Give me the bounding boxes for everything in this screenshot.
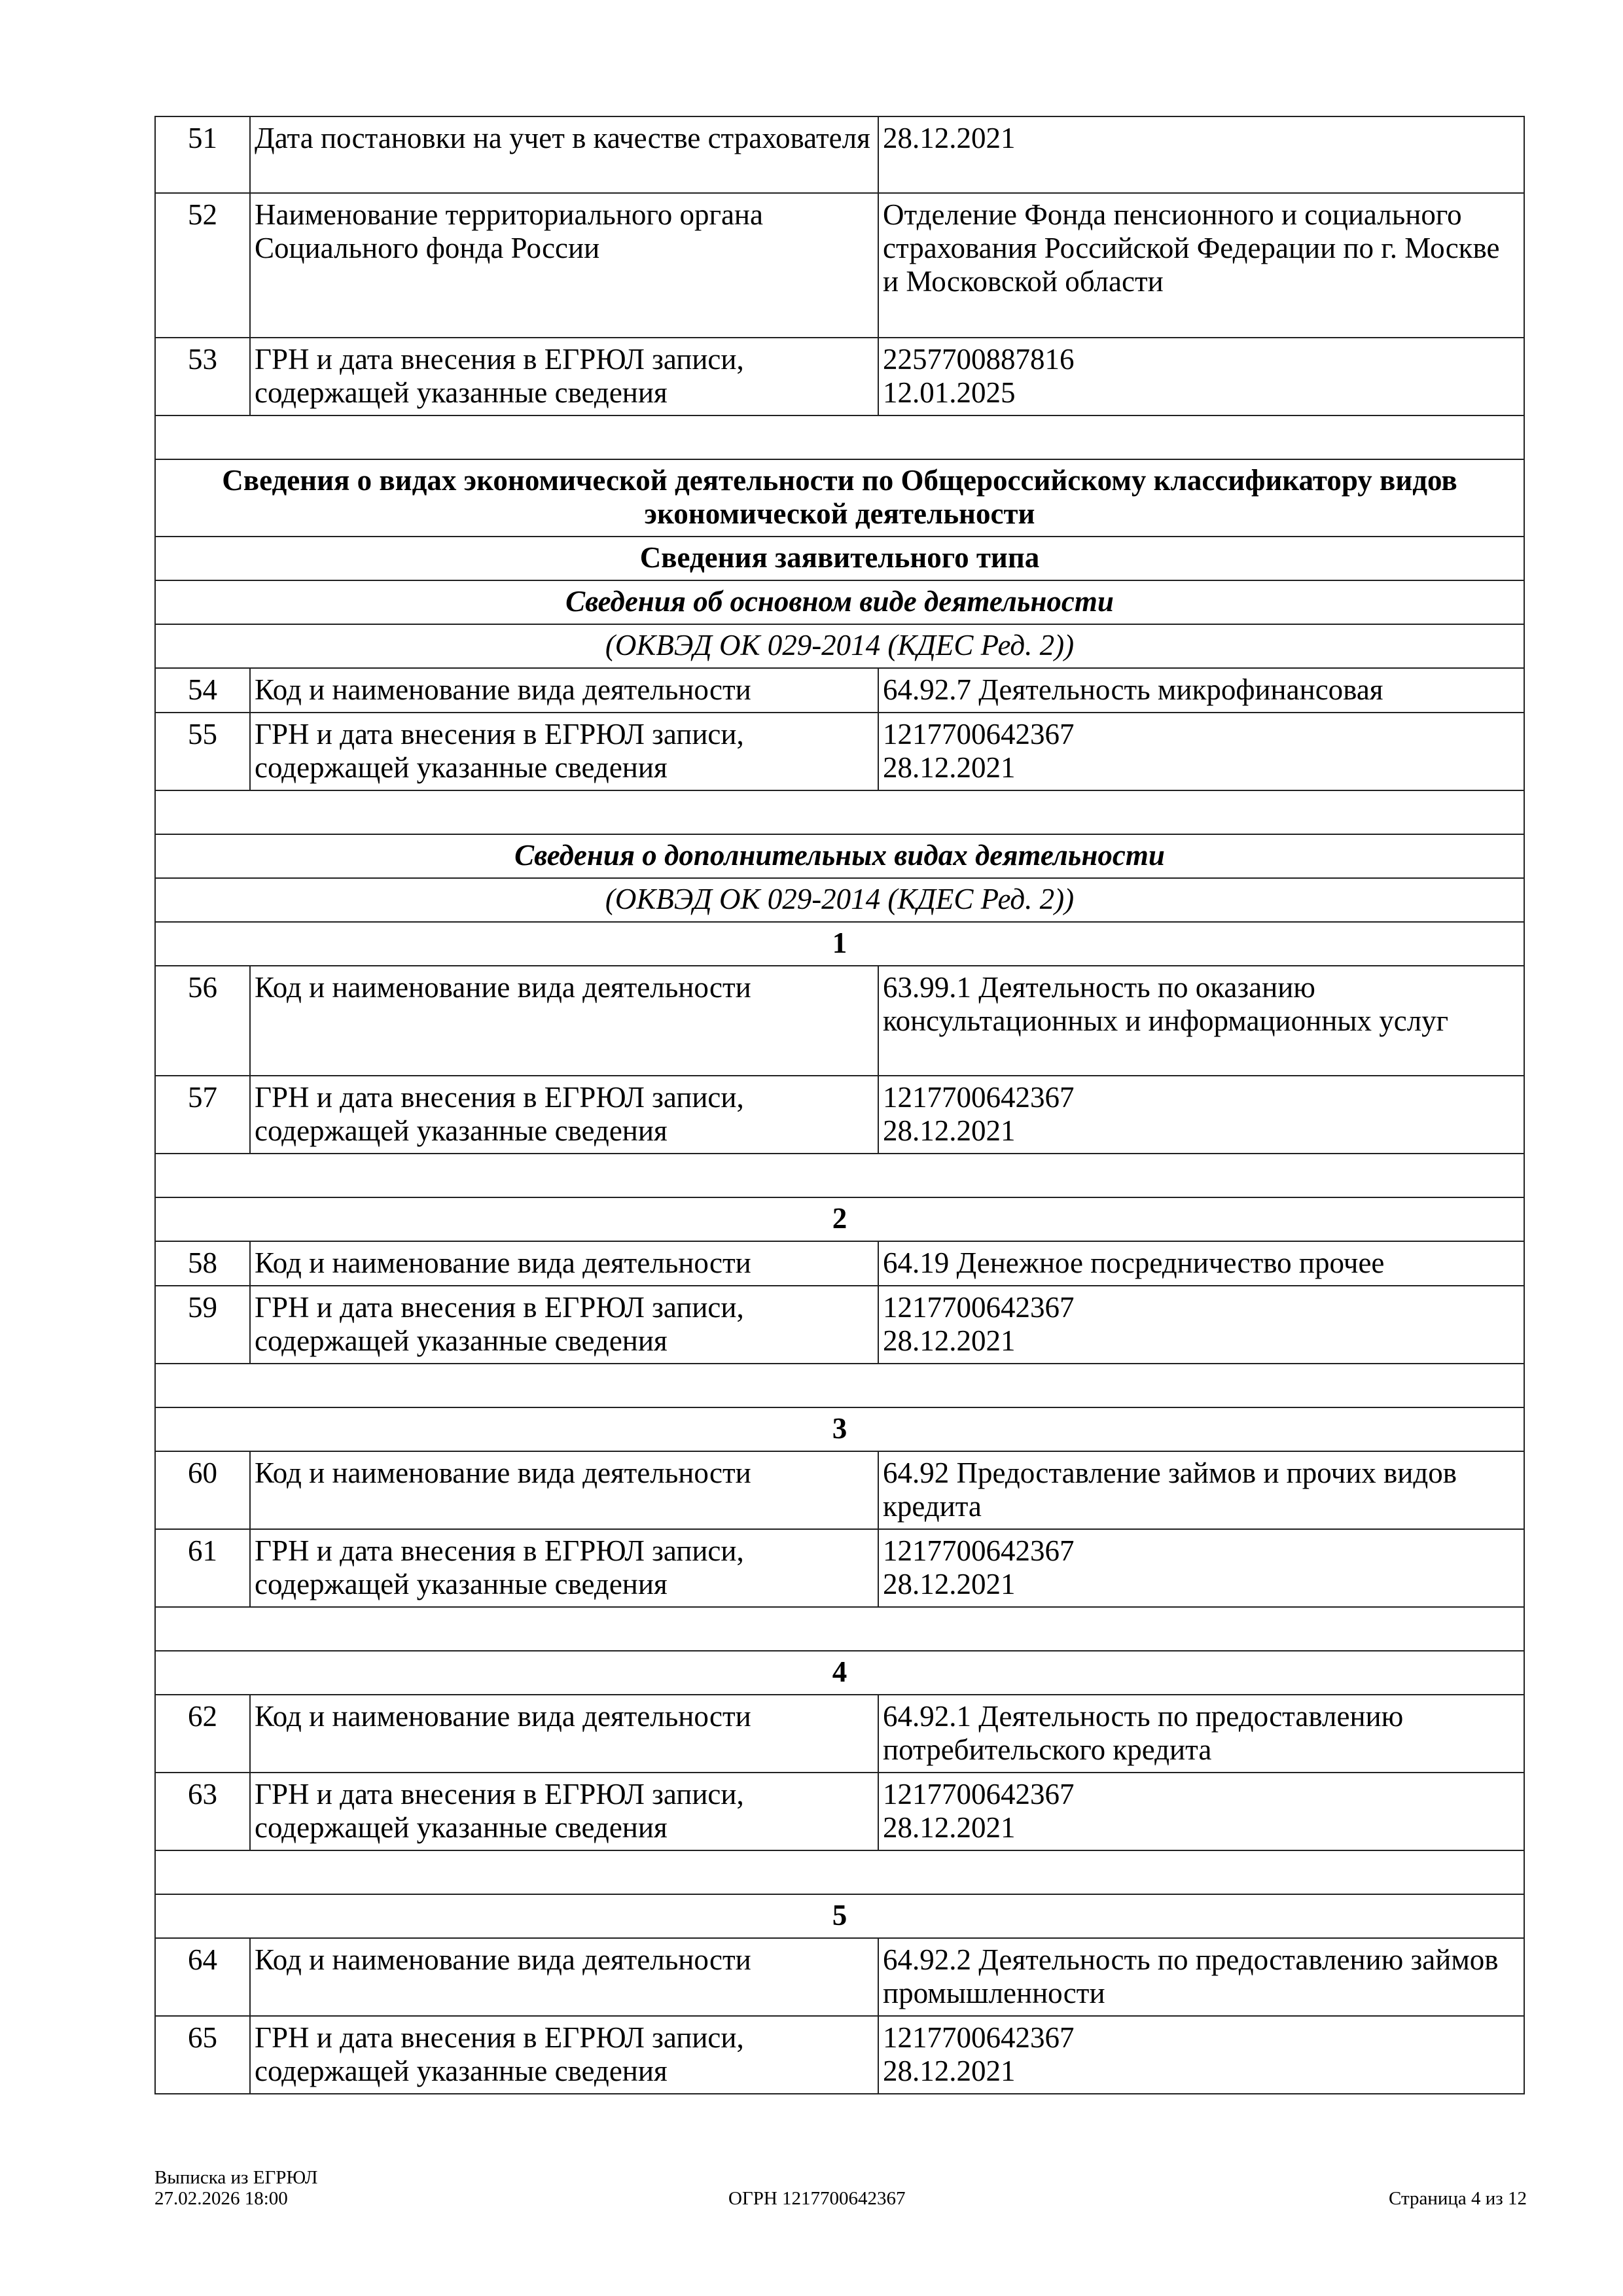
row-value: 64.19 Денежное посредничество прочее — [878, 1241, 1524, 1286]
spacer-row — [155, 1850, 1524, 1894]
table-row — [155, 1076, 1524, 1154]
row-value: 1217700642367 28.12.2021 — [878, 713, 1524, 790]
row-value: 1217700642367 28.12.2021 — [878, 2016, 1524, 2094]
row-number: 54 — [155, 668, 250, 713]
row-number: 63 — [155, 1773, 250, 1850]
row-number: 61 — [155, 1529, 250, 1607]
row-number: 60 — [155, 1451, 250, 1529]
row-value: 64.92.2 Деятельность по предоставлению займов промышленности — [878, 1938, 1524, 2016]
group-index: 4 — [155, 1651, 1524, 1695]
classifier-label: (ОКВЭД ОК 029-2014 (КДЕС Ред. 2)) — [155, 878, 1524, 922]
row-value: 63.99.1 Деятельность по оказанию консультационных и информационных услуг — [878, 966, 1524, 1076]
row-label: Код и наименование вида деятельности — [250, 1241, 878, 1286]
group-index: 1 — [155, 922, 1524, 966]
document-name: Выписка из ЕГРЮЛ — [154, 2167, 318, 2188]
spacer-row — [155, 1154, 1524, 1197]
table-row — [155, 116, 1524, 193]
row-number: 53 — [155, 338, 250, 415]
generated-datetime: 27.02.2026 18:00 — [154, 2188, 288, 2209]
row-number: 59 — [155, 1286, 250, 1364]
row-number: 52 — [155, 193, 250, 338]
row-label: Наименование территориального органа Социального фонда России — [250, 193, 878, 338]
row-label: ГРН и дата внесения в ЕГРЮЛ записи, содержащей указанные сведения — [250, 713, 878, 790]
row-value: 1217700642367 28.12.2021 — [878, 1076, 1524, 1154]
row-label: ГРН и дата внесения в ЕГРЮЛ записи, содержащей указанные сведения — [250, 338, 878, 415]
footer-left — [154, 2167, 317, 2209]
ogrn-label: ОГРН 1217700642367 — [728, 2188, 906, 2209]
row-label: ГРН и дата внесения в ЕГРЮЛ записи, содержащей указанные сведения — [250, 1286, 878, 1364]
row-label: ГРН и дата внесения в ЕГРЮЛ записи, содержащей указанные сведения — [250, 1076, 878, 1154]
row-label: ГРН и дата внесения в ЕГРЮЛ записи, содержащей указанные сведения — [250, 2016, 878, 2094]
table-row — [155, 2016, 1524, 2094]
row-number: 62 — [155, 1695, 250, 1773]
table-row — [155, 1529, 1524, 1607]
row-label: Дата постановки на учет в качестве страхователя — [250, 116, 878, 193]
row-label: ГРН и дата внесения в ЕГРЮЛ записи, содержащей указанные сведения — [250, 1529, 878, 1607]
table-row — [155, 713, 1524, 790]
table-row — [155, 1773, 1524, 1850]
row-number: 64 — [155, 1938, 250, 2016]
group-index: 3 — [155, 1407, 1524, 1451]
page-number: Страница 4 из 12 — [1388, 2188, 1527, 2209]
section-subtitle: Сведения заявительного типа — [155, 537, 1524, 580]
spacer-row — [155, 415, 1524, 459]
table-row — [155, 1451, 1524, 1529]
table-row — [155, 1241, 1524, 1286]
table-row — [155, 1695, 1524, 1773]
row-value: 2257700887816 12.01.2025 — [878, 338, 1524, 415]
classifier-label: (ОКВЭД ОК 029-2014 (КДЕС Ред. 2)) — [155, 624, 1524, 668]
row-value: 1217700642367 28.12.2021 — [878, 1773, 1524, 1850]
row-number: 51 — [155, 116, 250, 193]
row-number: 65 — [155, 2016, 250, 2094]
egrul-extract-table — [154, 116, 1525, 2094]
spacer-row — [155, 1607, 1524, 1651]
table-row — [155, 966, 1524, 1076]
row-label: Код и наименование вида деятельности — [250, 1451, 878, 1529]
row-label: Код и наименование вида деятельности — [250, 1695, 878, 1773]
table-row — [155, 668, 1524, 713]
row-value: 64.92.1 Деятельность по предоставлению потребительского кредита — [878, 1695, 1524, 1773]
row-number: 56 — [155, 966, 250, 1076]
row-label: Код и наименование вида деятельности — [250, 668, 878, 713]
row-label: ГРН и дата внесения в ЕГРЮЛ записи, содержащей указанные сведения — [250, 1773, 878, 1850]
row-number: 55 — [155, 713, 250, 790]
table-row — [155, 193, 1524, 338]
additional-activities-heading: Сведения о дополнительных видах деятельности — [155, 834, 1524, 878]
row-number: 58 — [155, 1241, 250, 1286]
row-value: 1217700642367 28.12.2021 — [878, 1286, 1524, 1364]
table-row — [155, 1938, 1524, 2016]
row-label: Код и наименование вида деятельности — [250, 1938, 878, 2016]
row-value: Отделение Фонда пенсионного и социального страхования Российской Федерации по г. Москве и Московской области — [878, 193, 1524, 338]
page-footer — [154, 2167, 1527, 2213]
row-number: 57 — [155, 1076, 250, 1154]
section-title: Сведения о видах экономической деятельности по Общероссийскому классификатору видов экономической деятельности — [155, 459, 1524, 537]
spacer-row — [155, 790, 1524, 834]
group-index: 5 — [155, 1894, 1524, 1938]
row-label: Код и наименование вида деятельности — [250, 966, 878, 1076]
table-row — [155, 1286, 1524, 1364]
main-activity-heading: Сведения об основном виде деятельности — [155, 580, 1524, 624]
row-value: 64.92 Предоставление займов и прочих видов кредита — [878, 1451, 1524, 1529]
row-value: 1217700642367 28.12.2021 — [878, 1529, 1524, 1607]
group-index: 2 — [155, 1197, 1524, 1241]
table-row — [155, 338, 1524, 415]
row-value: 28.12.2021 — [878, 116, 1524, 193]
row-value: 64.92.7 Деятельность микрофинансовая — [878, 668, 1524, 713]
spacer-row — [155, 1364, 1524, 1407]
